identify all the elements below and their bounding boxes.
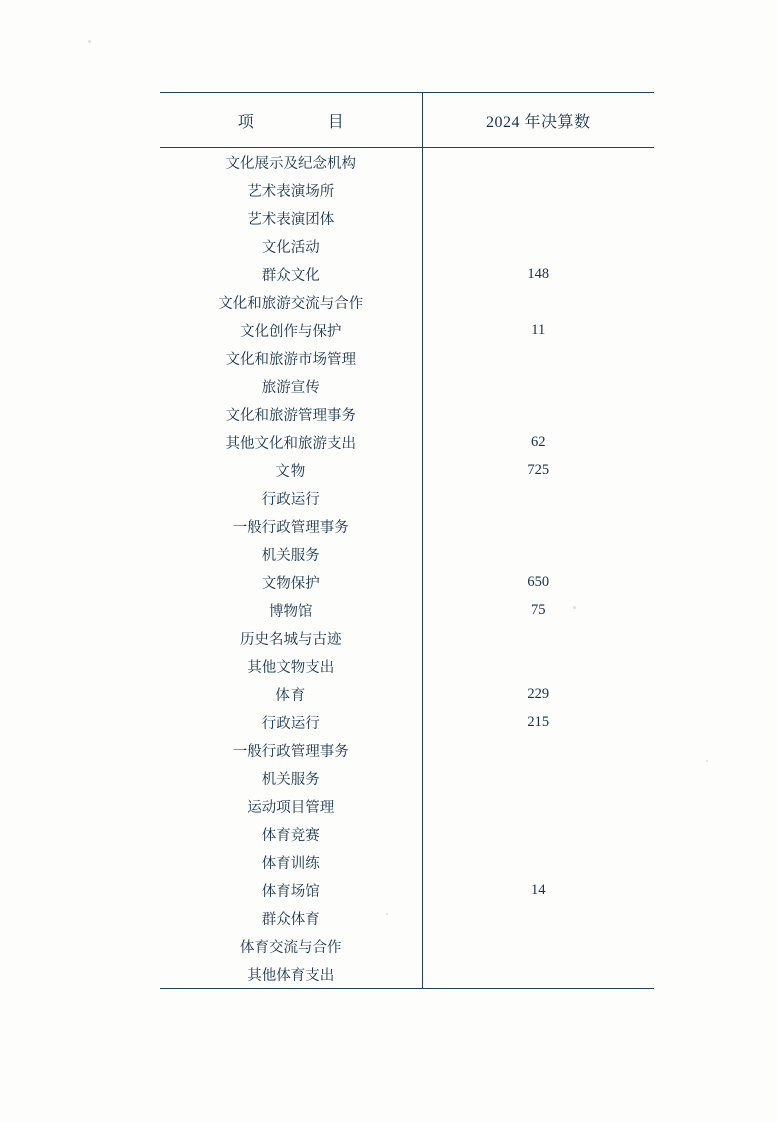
table-row bbox=[160, 960, 654, 989]
cell-item: 文物保护 bbox=[160, 568, 422, 596]
table-row bbox=[160, 792, 654, 820]
cell-item: 体育 bbox=[160, 680, 422, 708]
table-row bbox=[160, 568, 654, 596]
table-row bbox=[160, 848, 654, 876]
cell-item: 文化和旅游市场管理 bbox=[160, 344, 422, 372]
cell-amount bbox=[422, 344, 654, 372]
cell-item: 其他体育支出 bbox=[160, 960, 422, 989]
cell-item: 艺术表演场所 bbox=[160, 176, 422, 204]
table-row bbox=[160, 316, 654, 344]
cell-amount bbox=[422, 232, 654, 260]
cell-item: 行政运行 bbox=[160, 708, 422, 736]
cell-amount bbox=[422, 848, 654, 876]
cell-amount bbox=[422, 932, 654, 960]
cell-amount: 229 bbox=[527, 685, 550, 702]
cell-amount bbox=[422, 764, 654, 792]
cell-item: 机关服务 bbox=[160, 540, 422, 568]
cell-item: 行政运行 bbox=[160, 484, 422, 512]
cell-amount bbox=[422, 148, 654, 177]
cell-item: 旅游宣传 bbox=[160, 372, 422, 400]
cell-item: 其他文化和旅游支出 bbox=[160, 428, 422, 456]
cell-item: 文化创作与保护 bbox=[160, 316, 422, 344]
table-header bbox=[160, 93, 654, 148]
cell-amount bbox=[422, 400, 654, 428]
table-row bbox=[160, 288, 654, 316]
cell-item: 其他文物支出 bbox=[160, 652, 422, 680]
table-row bbox=[160, 624, 654, 652]
scan-speck bbox=[88, 40, 91, 43]
column-header-item-label: 项 目 bbox=[237, 113, 358, 131]
table-row bbox=[160, 148, 654, 177]
cell-item: 一般行政管理事务 bbox=[160, 512, 422, 540]
table-row bbox=[160, 204, 654, 232]
cell-item: 一般行政管理事务 bbox=[160, 736, 422, 764]
cell-item: 体育交流与合作 bbox=[160, 932, 422, 960]
cell-item: 文化活动 bbox=[160, 232, 422, 260]
cell-amount bbox=[422, 540, 654, 568]
cell-amount bbox=[422, 960, 654, 989]
table-body bbox=[160, 148, 654, 989]
cell-amount bbox=[422, 904, 654, 932]
table-row bbox=[160, 652, 654, 680]
cell-item: 文物 bbox=[160, 456, 422, 484]
table-row bbox=[160, 372, 654, 400]
cell-item: 体育竞赛 bbox=[160, 820, 422, 848]
table-row bbox=[160, 344, 654, 372]
cell-amount: 14 bbox=[531, 881, 546, 898]
cell-item: 机关服务 bbox=[160, 764, 422, 792]
table-row bbox=[160, 680, 654, 708]
cell-amount: 62 bbox=[531, 433, 546, 450]
cell-amount: 75 bbox=[531, 601, 546, 618]
cell-amount bbox=[422, 484, 654, 512]
table-row bbox=[160, 596, 654, 624]
table-row bbox=[160, 932, 654, 960]
cell-amount bbox=[422, 792, 654, 820]
table-row bbox=[160, 400, 654, 428]
cell-amount: 11 bbox=[531, 321, 546, 338]
cell-amount: 650 bbox=[527, 573, 550, 590]
cell-amount bbox=[422, 624, 654, 652]
cell-amount bbox=[422, 512, 654, 540]
table-row bbox=[160, 176, 654, 204]
scan-speck bbox=[706, 760, 708, 762]
table-row bbox=[160, 876, 654, 904]
table-row bbox=[160, 540, 654, 568]
cell-amount bbox=[422, 652, 654, 680]
cell-item: 运动项目管理 bbox=[160, 792, 422, 820]
table-row bbox=[160, 456, 654, 484]
column-header-item bbox=[160, 93, 422, 148]
table-row bbox=[160, 764, 654, 792]
cell-item: 体育场馆 bbox=[160, 876, 422, 904]
table-row bbox=[160, 484, 654, 512]
table-row bbox=[160, 428, 654, 456]
budget-table bbox=[160, 92, 654, 989]
cell-amount bbox=[422, 288, 654, 316]
budget-table-container bbox=[160, 92, 654, 989]
cell-item: 群众体育 bbox=[160, 904, 422, 932]
table-row bbox=[160, 512, 654, 540]
cell-amount: 215 bbox=[527, 713, 550, 730]
cell-amount bbox=[422, 820, 654, 848]
cell-amount: 148 bbox=[527, 265, 550, 282]
cell-item: 体育训练 bbox=[160, 848, 422, 876]
table-row bbox=[160, 232, 654, 260]
cell-amount bbox=[422, 204, 654, 232]
table-row bbox=[160, 736, 654, 764]
table-row bbox=[160, 904, 654, 932]
cell-item: 艺术表演团体 bbox=[160, 204, 422, 232]
table-row bbox=[160, 820, 654, 848]
cell-amount: 725 bbox=[527, 461, 550, 478]
table-row bbox=[160, 708, 654, 736]
cell-item: 文化展示及纪念机构 bbox=[160, 148, 422, 177]
cell-amount bbox=[422, 736, 654, 764]
cell-item: 博物馆 bbox=[160, 596, 422, 624]
cell-item: 文化和旅游管理事务 bbox=[160, 400, 422, 428]
cell-item: 文化和旅游交流与合作 bbox=[160, 288, 422, 316]
column-header-amount: 2024 年决算数 bbox=[422, 93, 654, 148]
table-row bbox=[160, 260, 654, 288]
cell-item: 群众文化 bbox=[160, 260, 422, 288]
cell-amount bbox=[422, 372, 654, 400]
cell-amount bbox=[422, 176, 654, 204]
cell-item: 历史名城与古迹 bbox=[160, 624, 422, 652]
table-header-row bbox=[160, 93, 654, 148]
